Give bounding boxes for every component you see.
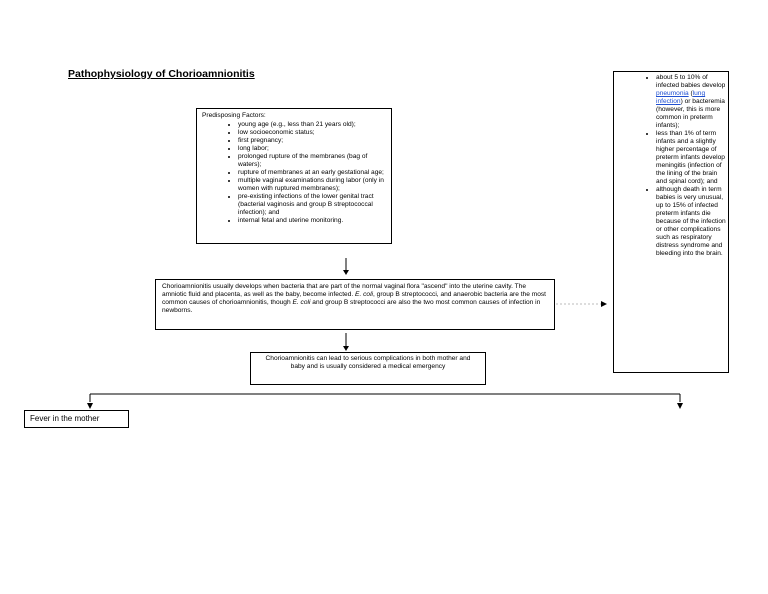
arrowhead (343, 346, 349, 351)
factor-item: • low socioeconomic status; (238, 129, 386, 137)
factor-item: • long labor; (238, 145, 386, 153)
factor-item: • rupture of membranes at an early gestational age; (238, 169, 386, 177)
mechanism-text-1: Chorioamnionitis usually develops when bacteria that are part of the normal vaginal flora "ascend" into the uterine cavity. The amniotic fluid and placenta, as well as the baby, become infected. (162, 283, 526, 298)
pneumonia-link[interactable]: pneumonia (656, 90, 689, 97)
predisposing-factors-label: Predisposing Factors: (202, 112, 266, 119)
factor-item: • first pregnancy; (238, 137, 386, 145)
factor-item: • pre-existing infections of the lower genital tract (bacterial vaginosis and group B streptococcal infection); and (238, 193, 386, 217)
factor-item: • young age (e.g., less than 21 years old); (238, 121, 386, 129)
page-title: Pathophysiology of Chorioamnionitis (68, 68, 255, 80)
infant-outcome-item: • less than 1% of term infants and a slightly higher percentage of preterm infants develop meningitis (infection of the lining of the brain and spinal cord); and (656, 130, 726, 186)
ecoli-term: E. coli (292, 299, 311, 306)
arrowhead (87, 403, 93, 409)
infant-outcome-item: • although death in term babies is very unusual, up to 15% of infected preterm infants die because of the infection or other complications such as respiratory distress syndrome and bleeding into the brain. (656, 186, 726, 258)
arrowhead (601, 301, 607, 307)
mechanism-text-3: and group B streptococci are also the two most common causes of infection in newborns. (162, 299, 541, 314)
mechanism-text-2: , group B streptococci, and anaerobic bacteria are the most common causes of chorioamnionitis, though (162, 291, 547, 306)
complications-box: Chorioamnionitis can lead to serious complications in both mother and baby and is usually considered a medical emergency (250, 352, 486, 385)
factor-item: • prolonged rupture of the membranes (bag of waters); (238, 153, 386, 169)
factor-item: • multiple vaginal examinations during labor (only in women with ruptured membranes); (238, 177, 386, 193)
factor-item: • internal fetal and uterine monitoring. (238, 217, 386, 225)
arrowhead (677, 403, 683, 409)
infant-outcome-item: • about 5 to 10% of infected babies develop pneumonia (lung infection) or bacteremia (however, this is more common in preterm infants); (656, 74, 726, 130)
fever-box: Fever in the mother (24, 410, 129, 428)
ecoli-term: E. coli (355, 291, 374, 298)
arrowhead (343, 270, 349, 275)
lung-infection-link[interactable]: lung infection (656, 90, 706, 105)
